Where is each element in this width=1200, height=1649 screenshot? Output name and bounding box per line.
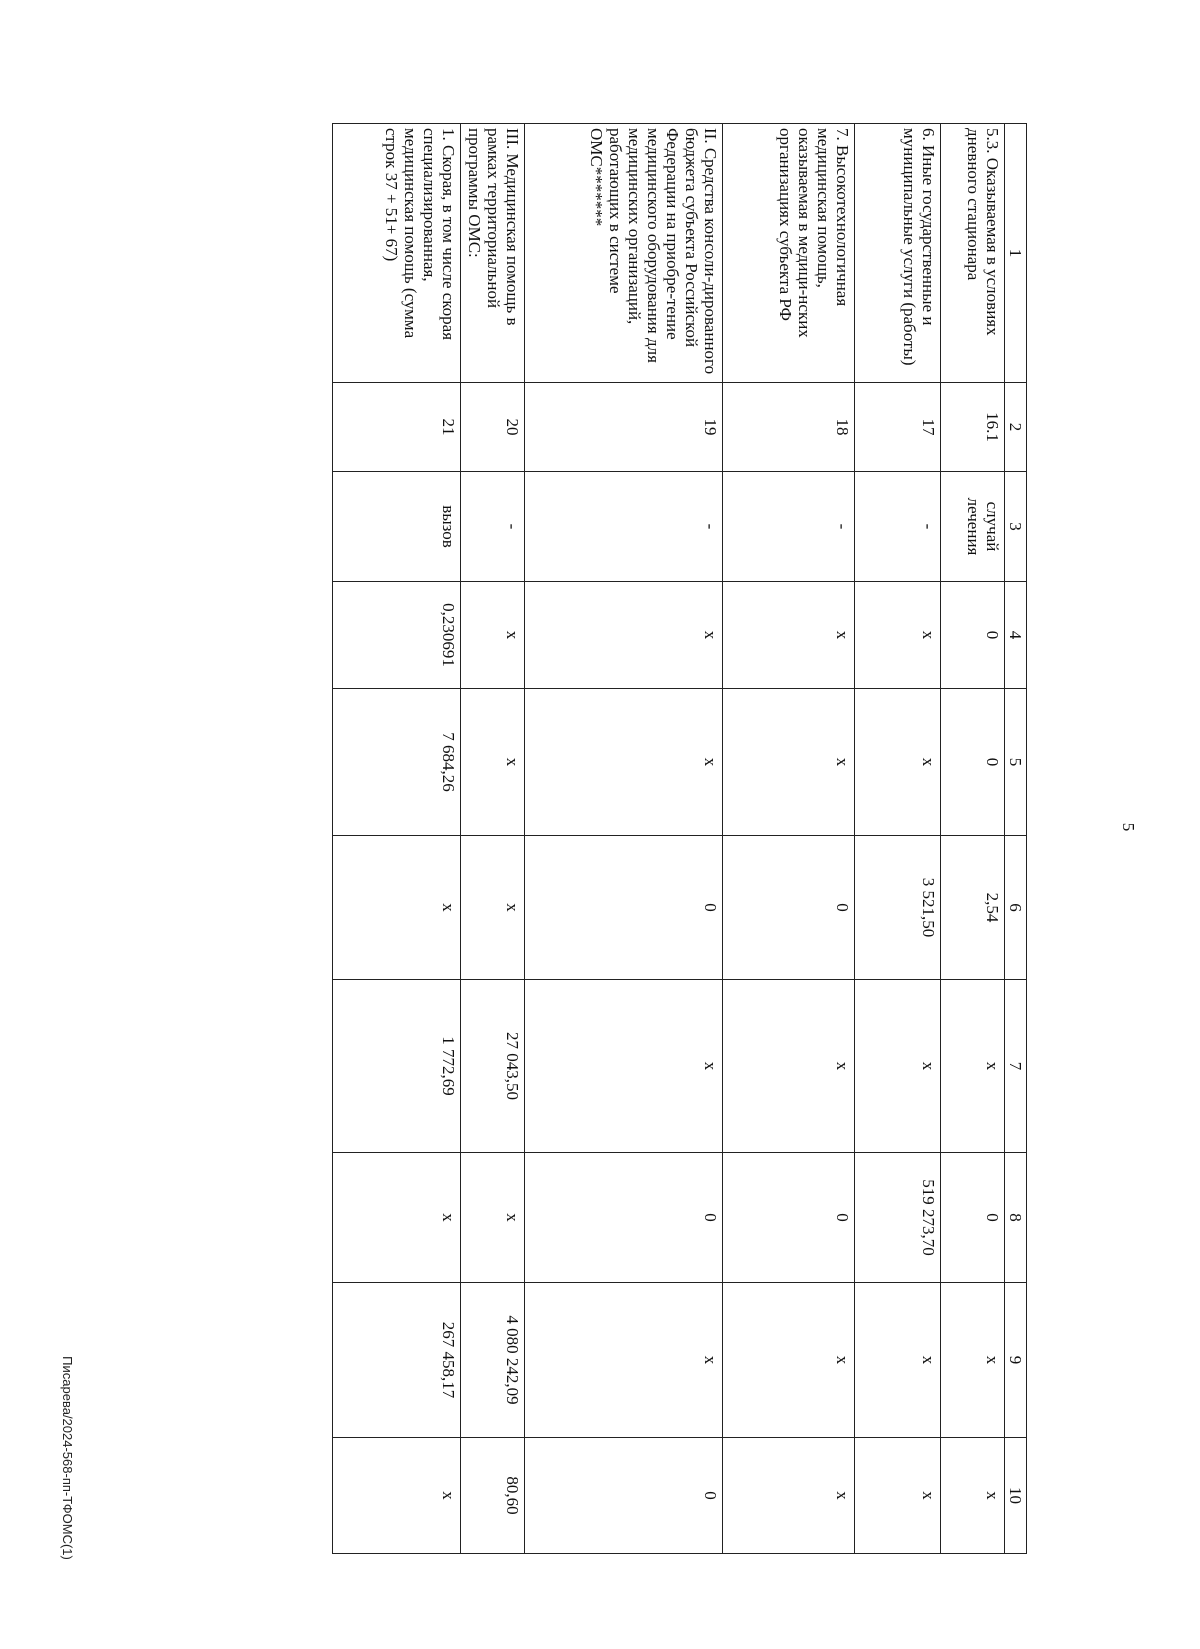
row-name: 5.3. Оказываемая в условиях дневного стационара xyxy=(940,124,1004,383)
table-cell: x xyxy=(854,689,940,836)
table-cell: x xyxy=(854,1438,940,1554)
table-cell: 2,54 xyxy=(940,836,1004,980)
row-code: 17 xyxy=(854,383,940,472)
table-cell: x xyxy=(722,689,854,836)
table-cell: x xyxy=(722,980,854,1153)
table-cell: 80,60 xyxy=(460,1438,524,1554)
row-name: 1. Скорая, в том числе скорая специализированная, медицинская помощь (сумма строк 37 + 51+ 67) xyxy=(332,124,460,383)
table-cell: x xyxy=(854,980,940,1153)
table-cell: 0 xyxy=(524,1153,722,1283)
table-cell: 267 458,17 xyxy=(332,1283,460,1438)
table-cell: x xyxy=(940,1283,1004,1438)
table-row xyxy=(854,124,940,1554)
page-number: 5 xyxy=(1119,822,1138,832)
table-cell: x xyxy=(460,582,524,689)
row-name: 7. Высокотехнологичная медицинская помощь, оказываемая в медици-нских организациях субъекта РФ xyxy=(722,124,854,383)
table-cell: 0 xyxy=(524,1438,722,1554)
table-cell: x xyxy=(722,1438,854,1554)
table-cell: 0 xyxy=(524,836,722,980)
table-row xyxy=(524,124,722,1554)
table-row xyxy=(722,124,854,1554)
table-cell: 4 080 242,09 xyxy=(460,1283,524,1438)
table-cell: x xyxy=(854,582,940,689)
table-header-row xyxy=(1004,124,1026,1554)
table-cell: x xyxy=(524,582,722,689)
column-header: 6 xyxy=(1004,836,1026,980)
column-header: 5 xyxy=(1004,689,1026,836)
row-unit: - xyxy=(460,472,524,582)
row-name: II. Средства консоли-дированного бюджета субъекта Российской Федерации на приобре-тение медицинского оборудования для медицинских организаций, работающих в системе ОМС******* xyxy=(524,124,722,383)
table-row xyxy=(460,124,524,1554)
table-cell: x xyxy=(524,1283,722,1438)
budget-table xyxy=(332,123,1027,1554)
table-cell: 7 684,26 xyxy=(332,689,460,836)
table-cell: 0 xyxy=(940,582,1004,689)
table-cell: 0 xyxy=(722,1153,854,1283)
row-name: III. Медицинская помощь в рамках территориальной программы ОМС: xyxy=(460,124,524,383)
row-code: 21 xyxy=(332,383,460,472)
column-header: 2 xyxy=(1004,383,1026,472)
table-cell: x xyxy=(722,582,854,689)
table-row xyxy=(940,124,1004,1554)
table-cell: x xyxy=(460,1153,524,1283)
table-cell: x xyxy=(332,1438,460,1554)
table-cell: 0,230691 xyxy=(332,582,460,689)
table-cell: x xyxy=(460,836,524,980)
row-name: 6. Иные государственные и муниципальные услуги (работы) xyxy=(854,124,940,383)
table-cell: x xyxy=(460,689,524,836)
column-header: 8 xyxy=(1004,1153,1026,1283)
table-cell: 27 043,50 xyxy=(460,980,524,1153)
row-code: 18 xyxy=(722,383,854,472)
table-cell: x xyxy=(524,689,722,836)
table-cell: 0 xyxy=(722,836,854,980)
column-header: 10 xyxy=(1004,1438,1026,1554)
table-cell: x xyxy=(332,1153,460,1283)
table-cell: 3 521,50 xyxy=(854,836,940,980)
row-unit: - xyxy=(524,472,722,582)
row-code: 20 xyxy=(460,383,524,472)
row-code: 16.1 xyxy=(940,383,1004,472)
row-code: 19 xyxy=(524,383,722,472)
table-cell: x xyxy=(332,836,460,980)
table-cell: 519 273,70 xyxy=(854,1153,940,1283)
document-footer: Писарева/2024-568-пп-ТФОМС(1) xyxy=(60,1356,75,1560)
row-unit: случай лечения xyxy=(940,472,1004,582)
column-header: 7 xyxy=(1004,980,1026,1153)
row-unit: - xyxy=(722,472,854,582)
column-header: 3 xyxy=(1004,472,1026,582)
table-cell: 0 xyxy=(940,689,1004,836)
row-unit: вызов xyxy=(332,472,460,582)
column-header: 4 xyxy=(1004,582,1026,689)
table-cell: x xyxy=(854,1283,940,1438)
table-cell: 0 xyxy=(940,1153,1004,1283)
table-cell: 1 772,69 xyxy=(332,980,460,1153)
table-cell: x xyxy=(940,980,1004,1153)
table-row xyxy=(332,124,460,1554)
column-header: 9 xyxy=(1004,1283,1026,1438)
column-header: 1 xyxy=(1004,124,1026,383)
row-unit: - xyxy=(854,472,940,582)
table-cell: x xyxy=(940,1438,1004,1554)
table-cell: x xyxy=(722,1283,854,1438)
table-cell: x xyxy=(524,980,722,1153)
